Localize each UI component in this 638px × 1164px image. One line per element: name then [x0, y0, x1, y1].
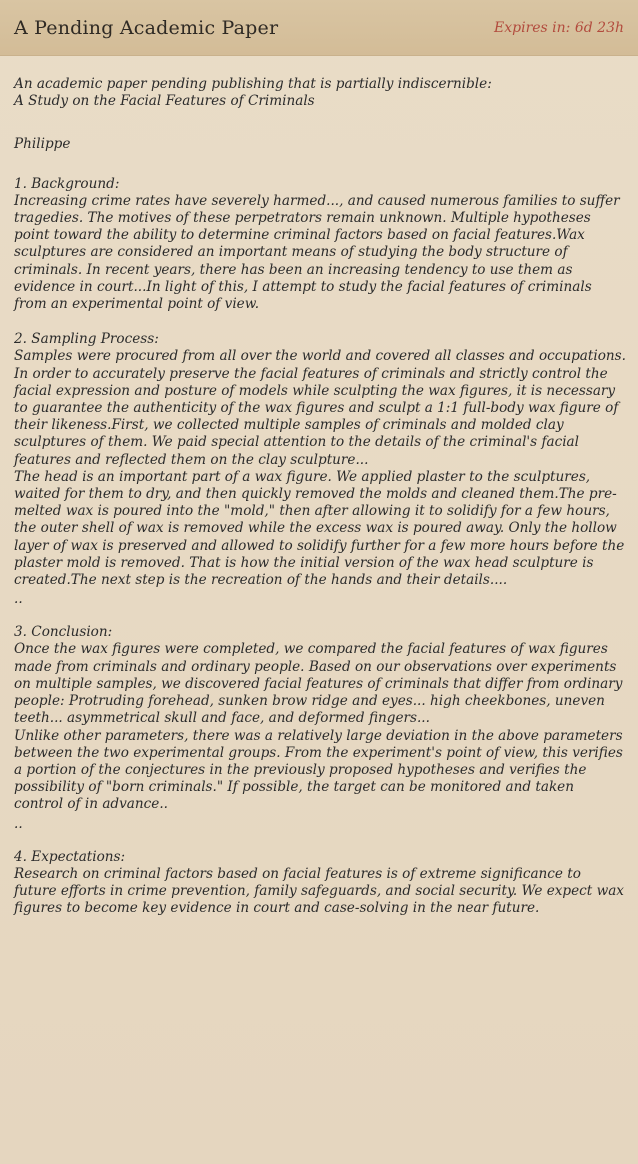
expiry-timer: Expires in: 6d 23h	[494, 19, 624, 36]
section-title: 1. Background:	[14, 175, 120, 192]
section-title: 4. Expectations:	[14, 848, 126, 865]
section-paragraph: Once the wax figures were completed, we compared the facial features of wax figures made from criminals and ordinary people. Based on our observations over experiments on multiple samples, we discovered facial features of criminals that differ from ordinary people: Protruding forehead, sunken brow ridge and eyes... high cheekbones, uneven teeth... asymmetrical skull and face, and deformed fingers...	[14, 641, 623, 727]
section-background	[14, 176, 626, 314]
section-paragraph: Research on criminal factors based on facial features is of extreme significance to future efforts in crime prevention, family safeguards, and social security. We expect wax figures to become key evidence in court and case-solving in the near future.	[14, 865, 624, 917]
section-trailing-dots: ..	[14, 591, 23, 608]
header-bar	[0, 0, 638, 56]
section-paragraph: Unlike other parameters, there was a relatively large deviation in the above parameters between the two experimental groups. From the experiment's point of view, this verifies a portion of the conjectures in the previously proposed hypotheses and verifies the possibility of "born criminals." If possible, the target can be monitored and taken control of in advance..	[14, 727, 623, 813]
section-sampling-process	[14, 331, 626, 606]
paper-intro: An academic paper pending publishing that is partially indiscernible:	[14, 76, 492, 92]
section-title: 2. Sampling Process:	[14, 331, 159, 348]
paper-author: Philippe	[14, 136, 71, 153]
section-trailing-dots: ..	[14, 815, 23, 832]
section-paragraph: Increasing crime rates have severely harmed..., and caused numerous families to suffer tragedies. The motives of these perpetrators remain unknown. Multiple hypotheses point toward the ability to determine criminal factors based on facial features.Wax sculptures are considered an important means of studying the body structure of criminals. In recent years, there has been an increasing tendency to use them as evidence in court...In light of this, I attempt to study the facial features of criminals from an experimental point of view.	[14, 192, 620, 313]
page-title: A Pending Academic Paper	[14, 16, 279, 39]
section-paragraph: The head is an important part of a wax figure. We applied plaster to the sculptures, waited for them to dry, and then quickly removed the molds and cleaned them.The pre-melted wax is poured into the "mold," then after allowing it to solidify for a few hours, the outer shell of wax is removed while the excess wax is poured away. Only the hollow layer of wax is preserved and allowed to solidify further for a few more hours before the plaster mold is removed. That is how the initial version of the wax head sculpture is created.The next step is the recreation of the hands and their details....	[14, 468, 625, 589]
section-paragraph: Samples were procured from all over the world and covered all classes and occupations. In order to accurately preserve the facial features of criminals and strictly control the facial expression and posture of models while sculpting the wax figures, it is necessary to guarantee the authenticity of the wax figures and sculpt a 1:1 full-body wax figure of their likeness.First, we collected multiple samples of criminals and molded clay sculptures of them. We paid special attention to the details of the criminal's facial features and reflected them on the clay sculpture...	[14, 348, 626, 468]
paper-study-title: A Study on the Facial Features of Criminals	[14, 93, 315, 110]
section-conclusion	[14, 624, 626, 830]
section-expectations	[14, 849, 626, 918]
paper-content	[0, 56, 638, 917]
section-title: 3. Conclusion:	[14, 624, 113, 641]
